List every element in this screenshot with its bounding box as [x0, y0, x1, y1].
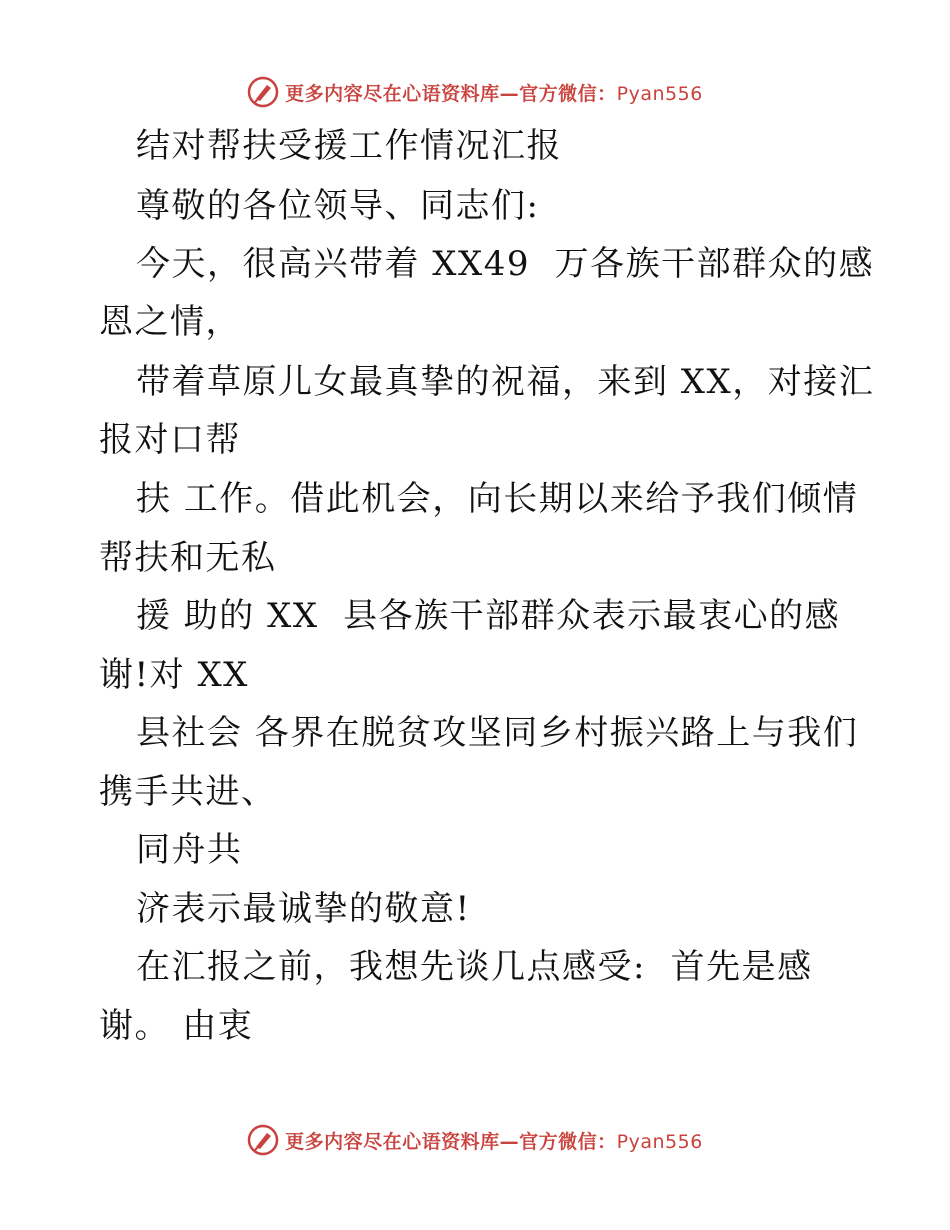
watermark-text: 更多内容尽在心语资料库—官方微信：Pyan556	[285, 1130, 703, 1153]
doc-line: 济表示最诚挚的敬意!	[136, 889, 471, 929]
doc-line: 扶 工作。借此机会，向长期以来给予我们倾情	[136, 479, 859, 519]
doc-line: 今天，很高兴带着 XX49 万各族干部群众的感	[136, 244, 875, 284]
doc-line: 同舟共	[136, 830, 243, 870]
watermark-text: 更多内容尽在心语资料库—官方微信：Pyan556	[285, 82, 703, 105]
doc-line: 带着草原儿女最真挚的祝福，来到 XX，对接汇	[136, 362, 875, 402]
doc-line: 尊敬的各位领导、同志们:	[136, 186, 540, 226]
doc-line: 县社会 各界在脱贫攻坚同乡村振兴路上与我们	[136, 713, 859, 753]
doc-line: 在汇报之前，我想先谈几点感受: 首先是感	[136, 947, 813, 987]
doc-title: 结对帮扶受援工作情况汇报	[136, 126, 562, 166]
doc-line: 恩之情，	[99, 302, 241, 342]
quill-logo-icon	[247, 1124, 279, 1156]
doc-line: 报对口帮	[99, 420, 241, 460]
doc-line: 谢!对 XX	[99, 655, 249, 695]
doc-line: 帮扶和无私	[99, 538, 277, 578]
doc-line: 谢。 由衷	[99, 1006, 254, 1046]
footer-watermark	[0, 1120, 950, 1160]
doc-line: 携手共进、	[99, 772, 277, 812]
doc-line: 援 助的 XX 县各族干部群众表示最衷心的感	[136, 596, 841, 636]
